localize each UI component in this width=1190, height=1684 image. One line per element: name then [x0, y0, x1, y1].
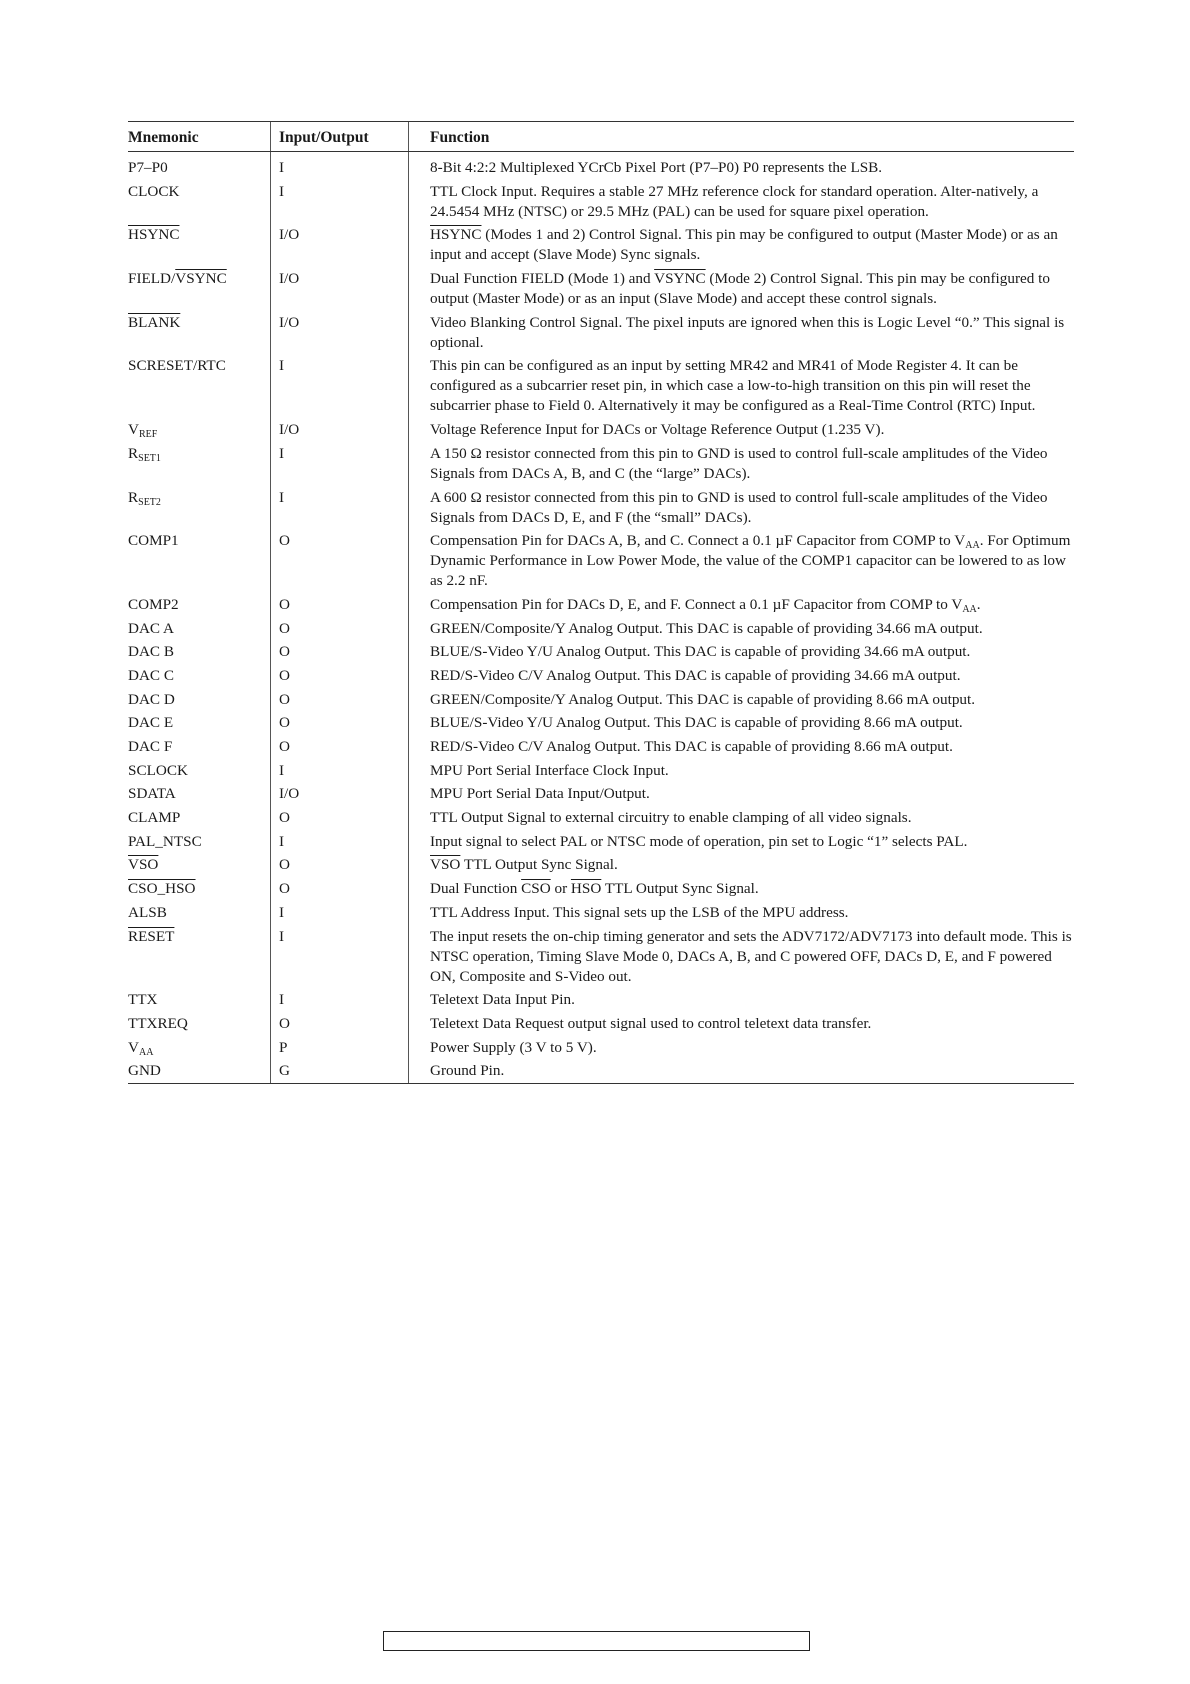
table-row	[128, 927, 1074, 991]
mnemonic-cell: PAL_NTSC	[128, 832, 202, 850]
mnemonic-cell: CSO_HSO	[128, 880, 196, 898]
page-footer-box	[383, 1631, 810, 1651]
table-row	[128, 488, 1074, 532]
table-row	[128, 356, 1074, 420]
table-row	[128, 713, 1074, 737]
table-row	[128, 855, 1074, 879]
io-cell: I	[271, 488, 409, 532]
table-row	[128, 1038, 1074, 1062]
mnemonic-cell: CLOCK	[128, 182, 180, 200]
function-cell: GREEN/Composite/Y Analog Output. This DAC is capable of providing 34.66 mA output.	[409, 619, 1075, 643]
function-cell: The input resets the on-chip timing generator and sets the ADV7172/ADV7173 into default mode. This is NTSC operation, Timing Slave Mode 0, DACs A, B, and C powered OFF, DACs D, E, and F powered ON, Composite and S-Video out.	[409, 927, 1075, 991]
table-row	[128, 666, 1074, 690]
io-cell: O	[271, 879, 409, 903]
io-cell: O	[271, 619, 409, 643]
function-cell: RED/S-Video C/V Analog Output. This DAC is capable of providing 34.66 mA output.	[409, 666, 1075, 690]
function-cell: Dual Function FIELD (Mode 1) and VSYNC (Mode 2) Control Signal. This pin may be configured to output (Master Mode) or as an input (Slave Mode) and accept these control signals.	[409, 269, 1075, 313]
table-row	[128, 420, 1074, 444]
io-cell: O	[271, 666, 409, 690]
io-cell: O	[271, 1014, 409, 1038]
io-cell: I	[271, 832, 409, 856]
mnemonic-cell: TTX	[128, 991, 158, 1009]
table-row	[128, 182, 1074, 226]
io-cell: I/O	[271, 313, 409, 357]
io-cell: O	[271, 737, 409, 761]
io-cell: I/O	[271, 269, 409, 313]
table-row	[128, 269, 1074, 313]
io-cell: I	[271, 152, 409, 182]
function-cell: Teletext Data Input Pin.	[409, 990, 1075, 1014]
function-cell: Ground Pin.	[409, 1061, 1075, 1084]
function-cell: Teletext Data Request output signal used to control teletext data transfer.	[409, 1014, 1075, 1038]
table-row	[128, 313, 1074, 357]
header-function: Function	[409, 122, 1075, 152]
io-cell: O	[271, 690, 409, 714]
table-row	[128, 619, 1074, 643]
io-cell: O	[271, 713, 409, 737]
function-cell: This pin can be configured as an input by setting MR42 and MR41 of Mode Register 4. It can be configured as a subcarrier reset pin, in which case a low-to-high transition on this pin will reset the subcarrier phase to Field 0. Alternatively it may be configured as a Real-Time Control (RTC) Input.	[409, 356, 1075, 420]
mnemonic-cell: DAC A	[128, 619, 174, 637]
mnemonic-cell: FIELD/VSYNC	[128, 270, 227, 288]
table-row	[128, 152, 1074, 182]
io-cell: I	[271, 182, 409, 226]
function-cell: Voltage Reference Input for DACs or Voltage Reference Output (1.235 V).	[409, 420, 1075, 444]
function-cell: BLUE/S-Video Y/U Analog Output. This DAC is capable of providing 8.66 mA output.	[409, 713, 1075, 737]
function-cell: TTL Clock Input. Requires a stable 27 MHz reference clock for standard operation. Alter-natively, a 24.5454 MHz (NTSC) or 29.5 MHz (PAL) can be used for square pixel operation.	[409, 182, 1075, 226]
mnemonic-cell: SDATA	[128, 785, 176, 803]
table-row	[128, 784, 1074, 808]
io-cell: O	[271, 595, 409, 619]
table-row	[128, 879, 1074, 903]
io-cell: I	[271, 927, 409, 991]
header-input-output: Input/Output	[271, 122, 409, 152]
function-cell: RED/S-Video C/V Analog Output. This DAC is capable of providing 8.66 mA output.	[409, 737, 1075, 761]
table-header-row	[128, 122, 1074, 152]
function-cell: Compensation Pin for DACs D, E, and F. Connect a 0.1 µF Capacitor from COMP to $V_{AA}$.	[409, 595, 1075, 619]
io-cell: I/O	[271, 225, 409, 269]
table-row	[128, 761, 1074, 785]
mnemonic-cell: $V_{AA}$	[128, 1038, 154, 1058]
table-row	[128, 1061, 1074, 1084]
table-row	[128, 1014, 1074, 1038]
function-cell: 8-Bit 4:2:2 Multiplexed YCrCb Pixel Port (P7–P0) P0 represents the LSB.	[409, 152, 1075, 182]
io-cell: O	[271, 808, 409, 832]
mnemonic-cell: ALSB	[128, 903, 167, 921]
function-cell: Video Blanking Control Signal. The pixel inputs are ignored when this is Logic Level “0.” This signal is optional.	[409, 313, 1075, 357]
mnemonic-cell: TTXREQ	[128, 1014, 188, 1032]
function-cell: GREEN/Composite/Y Analog Output. This DAC is capable of providing 8.66 mA output.	[409, 690, 1075, 714]
function-cell: Input signal to select PAL or NTSC mode of operation, pin set to Logic “1” selects PAL.	[409, 832, 1075, 856]
mnemonic-cell: DAC F	[128, 738, 173, 755]
io-cell: I	[271, 761, 409, 785]
mnemonic-cell: P7–P0	[128, 159, 168, 176]
function-cell: Dual Function $\overline{CSO}$ or $\overline{HSO}$ TTL Output Sync Signal.	[409, 879, 1075, 903]
function-cell: BLUE/S-Video Y/U Analog Output. This DAC is capable of providing 34.66 mA output.	[409, 642, 1075, 666]
mnemonic-cell: SCLOCK	[128, 761, 188, 779]
io-cell: I	[271, 990, 409, 1014]
io-cell: P	[271, 1038, 409, 1062]
table-row	[128, 737, 1074, 761]
io-cell: O	[271, 531, 409, 595]
pin-function-table	[128, 121, 1074, 1084]
io-cell: O	[271, 855, 409, 879]
mnemonic-cell: $R_{SET1}$	[128, 444, 161, 464]
mnemonic-cell: CLAMP	[128, 809, 181, 827]
table-row	[128, 595, 1074, 619]
mnemonic-cell: RESET	[128, 927, 175, 945]
mnemonic-cell: BLANK	[128, 313, 181, 331]
function-cell: Power Supply (3 V to 5 V).	[409, 1038, 1075, 1062]
io-cell: G	[271, 1061, 409, 1084]
mnemonic-cell: SCRESET/RTC	[128, 357, 226, 375]
mnemonic-cell: GND	[128, 1061, 271, 1084]
function-cell: A 600 Ω resistor connected from this pin to GND is used to control full-scale amplitudes of the Video Signals from DACs D, E, and F (the “small” DACs).	[409, 488, 1075, 532]
io-cell: I/O	[271, 784, 409, 808]
table-row	[128, 642, 1074, 666]
function-cell: MPU Port Serial Interface Clock Input.	[409, 761, 1075, 785]
io-cell: I	[271, 356, 409, 420]
function-cell: MPU Port Serial Data Input/Output.	[409, 784, 1075, 808]
table-row	[128, 903, 1074, 927]
function-cell: Compensation Pin for DACs A, B, and C. Connect a 0.1 µF Capacitor from COMP to $V_{AA}$. For Optimum Dynamic Performance in Low Power Mode, the value of the COMP1 capacitor can be lowered to as low as 2.2 nF.	[409, 531, 1075, 595]
io-cell: I	[271, 444, 409, 488]
io-cell: I	[271, 903, 409, 927]
table-row	[128, 808, 1074, 832]
function-cell: $\overline{VSO}$ TTL Output Sync Signal.	[409, 855, 1075, 879]
mnemonic-cell: COMP2	[128, 595, 179, 613]
table-row	[128, 531, 1074, 595]
mnemonic-cell: $\overline{VSO}$	[128, 856, 159, 874]
header-mnemonic: Mnemonic	[128, 122, 271, 152]
mnemonic-cell: DAC D	[128, 690, 175, 708]
function-cell: TTL Address Input. This signal sets up the LSB of the MPU address.	[409, 903, 1075, 927]
table-row	[128, 690, 1074, 714]
io-cell: I/O	[271, 420, 409, 444]
mnemonic-cell: $R_{SET2}$	[128, 488, 161, 508]
mnemonic-cell: HSYNC	[128, 226, 180, 244]
io-cell: O	[271, 642, 409, 666]
function-cell: TTL Output Signal to external circuitry to enable clamping of all video signals.	[409, 808, 1075, 832]
function-cell: HSYNC (Modes 1 and 2) Control Signal. This pin may be configured to output (Master Mode) or as an input and accept (Slave Mode) Sync signals.	[409, 225, 1075, 269]
table-row	[128, 444, 1074, 488]
mnemonic-cell: $V_{REF}$	[128, 421, 158, 441]
table-row	[128, 990, 1074, 1014]
table-row	[128, 225, 1074, 269]
mnemonic-cell: DAC E	[128, 714, 174, 732]
function-cell: A 150 Ω resistor connected from this pin to GND is used to control full-scale amplitudes of the Video Signals from DACs A, B, and C (the “large” DACs).	[409, 444, 1075, 488]
mnemonic-cell: DAC B	[128, 643, 174, 661]
mnemonic-cell: COMP1	[128, 532, 179, 550]
table-row	[128, 832, 1074, 856]
mnemonic-cell: DAC C	[128, 666, 174, 684]
